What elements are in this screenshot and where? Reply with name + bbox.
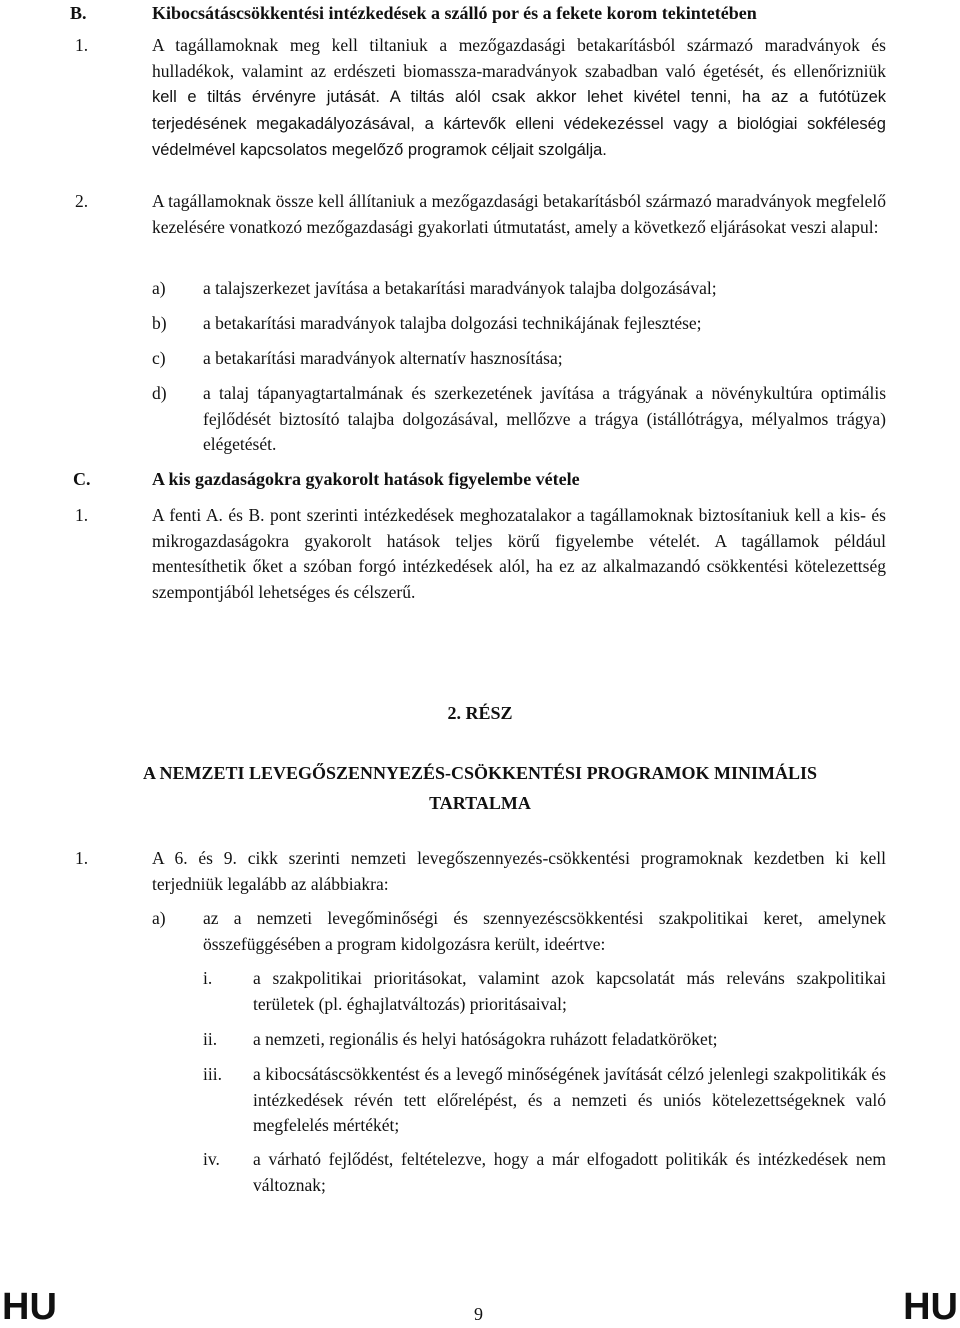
- part-title-line-2: TARTALMA: [429, 793, 531, 813]
- subitem-label: d): [152, 383, 167, 403]
- part-title-line-1: A NEMZETI LEVEGŐSZENNYEZÉS-CSÖKKENTÉSI PROGRAMOK MINIMÁLIS: [142, 763, 818, 783]
- point-label: iii.: [203, 1064, 222, 1084]
- footer-language-left: HU: [2, 1286, 57, 1328]
- subitem-label: c): [152, 348, 166, 368]
- point-label: iv.: [203, 1149, 220, 1169]
- section-b-item-1: [152, 33, 886, 164]
- point-label: i.: [203, 968, 213, 988]
- item-text-sans: kell e tiltás érvényre jutását. A tiltás alól csak akkor lehet kivétel tenni, ha az a futótüzek terjedésének megakadályozásával, a kártevők elleni védekezéssel vagy a biológiai sokféleség védelmével kapcsolatos megelőző programok céljait szolgálja.: [152, 88, 886, 159]
- item-number: 1.: [75, 848, 89, 868]
- subitem-label: a): [152, 908, 166, 928]
- section-b-item-2: A tagállamoknak össze kell állítaniuk a mezőgazdasági betakarításból származó maradványok megfelelő kezelésére vonatkozó mezőgazdasági gyakorlati útmutatást, amely a következő eljárásokat veszi alapul:: [152, 191, 886, 237]
- subitem-text: a talajszerkezet javítása a betakarítási maradványok talajba dolgozásával;: [203, 278, 717, 298]
- point-text: a kibocsátáscsökkentést és a levegő minőségének javítását célzó jelenlegi szakpolitikák és intézkedések révén tett előrelépést, és a nemzeti és uniós kötelezettségeknek való megfelelés mértékét;: [253, 1064, 886, 1135]
- point-text: a várható fejlődést, feltételezve, hogy a már elfogadott politikák és intézkedések nem változnak;: [253, 1149, 886, 1195]
- point-label: ii.: [203, 1029, 218, 1049]
- page-number: 9: [474, 1304, 483, 1324]
- item-number: 1.: [75, 505, 89, 525]
- section-c-title: A kis gazdaságokra gyakorolt hatások figyelembe vétele: [152, 469, 580, 489]
- subitem-label: b): [152, 313, 167, 333]
- section-b-letter: B.: [70, 3, 87, 23]
- subitem-text: a betakarítási maradványok alternatív hasznosítása;: [203, 348, 563, 368]
- subitem-text: a talaj tápanyagtartalmának és szerkezetének javítása a trágyának a növénykultúra optimális fejlődését biztosító talajba dolgozásával, mellőzve a trágya (istállótrágya, mélyalmos trágya) elégetését.: [203, 383, 886, 454]
- subitem-label: a): [152, 278, 166, 298]
- item-number: 1.: [75, 35, 89, 55]
- part2-item-1: A 6. és 9. cikk szerinti nemzeti levegőszennyezés-csökkentési programoknak kezdetben ki kell terjedniük legalább az alábbiakra:: [152, 848, 886, 894]
- subitem-text: az a nemzeti levegőminőségi és szennyezéscsökkentési szakpolitikai keret, amelynek összefüggésében a program kidolgozásra került, ideértve:: [203, 908, 886, 954]
- subitem-text: a betakarítási maradványok talajba dolgozási technikájának fejlesztése;: [203, 313, 702, 333]
- item-text-serif: A tagállamoknak meg kell tiltaniuk a mezőgazdasági betakarításból származó maradványok és hulladékok, valamint az erdészeti biomassza-maradványok szabadban való égetését, és ellenőrizniük: [152, 35, 886, 81]
- part-heading: 2. RÉSZ: [447, 703, 513, 723]
- footer-language-right: HU: [903, 1286, 958, 1328]
- item-number: 2.: [75, 191, 89, 211]
- section-c-item-1: A fenti A. és B. pont szerinti intézkedések meghozatalakor a tagállamoknak biztosítaniuk kell a kis- és mikrogazdaságokra gyakorolt hatások teljes körű figyelembe vételét. A tagállamok például mentesíthetik őket a szóban forgó intézkedések alól, ha ez az alkalmazandó csökkentési kötelezettség szempontjából lehetséges és célszerű.: [152, 505, 886, 602]
- section-b-title: Kibocsátáscsökkentési intézkedések a szálló por és a fekete korom tekintetében: [152, 3, 757, 23]
- point-text: a szakpolitikai prioritásokat, valamint azok kapcsolatát más releváns szakpolitikai területek (pl. éghajlatváltozás) prioritásaival;: [253, 968, 886, 1014]
- section-c-letter: C.: [73, 469, 91, 489]
- point-text: a nemzeti, regionális és helyi hatóságokra ruházott feladatköröket;: [253, 1029, 718, 1049]
